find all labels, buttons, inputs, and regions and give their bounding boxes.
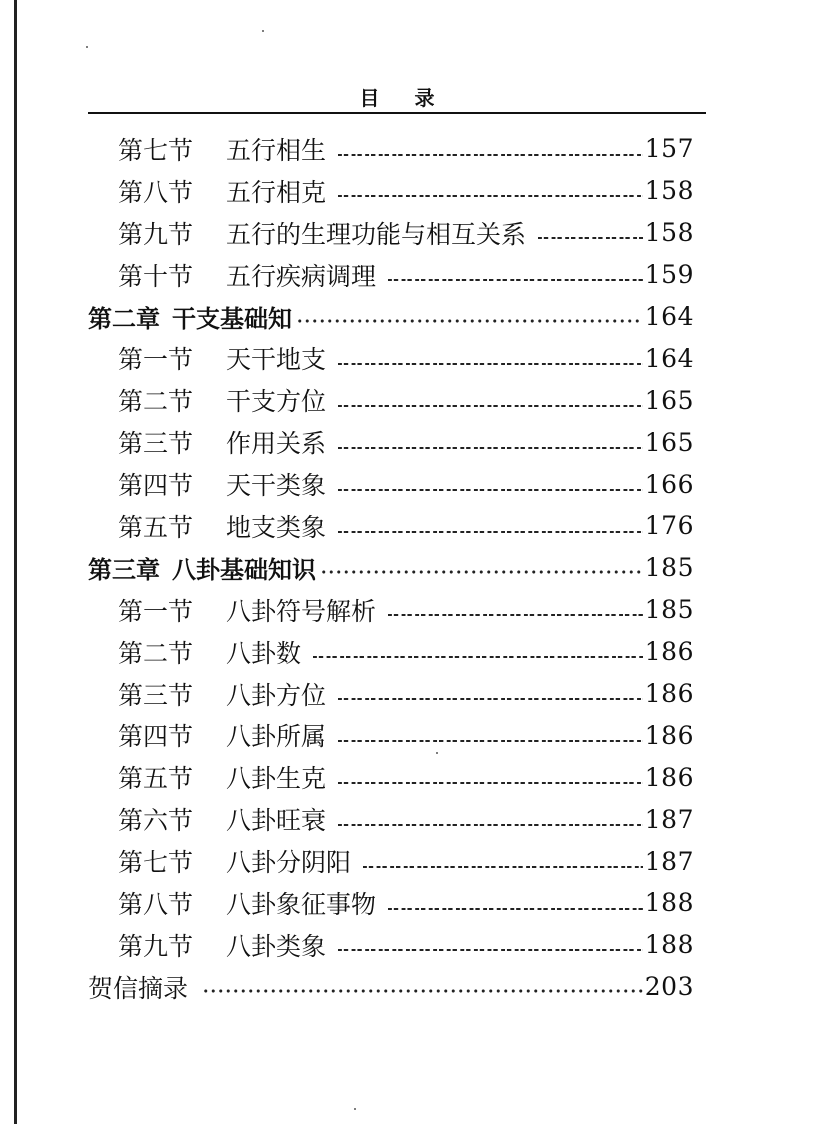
dot-leader (538, 212, 643, 254)
dot-leader (338, 505, 643, 547)
entry-title: 天干地支 (226, 345, 327, 375)
dot-leader (388, 254, 643, 296)
dot-leader (338, 170, 643, 212)
entry-title: 八卦分阴阳 (226, 848, 352, 878)
toc-section-entry (88, 589, 694, 631)
entry-page-number: 186 (644, 637, 694, 667)
toc-section-entry (88, 128, 694, 170)
entry-page-number: 164 (644, 343, 694, 373)
entry-page-number: 188 (644, 888, 694, 918)
toc-section-entry (88, 673, 694, 715)
entry-number: 第九节 (118, 219, 194, 249)
entry-title: 八卦旺衰 (226, 806, 327, 836)
entry-number: 第一节 (118, 345, 194, 375)
dot-leader (388, 882, 643, 924)
page-title: 目 录 (359, 86, 449, 110)
entry-title: 干支基础知 (172, 305, 292, 333)
entry-page-number: 185 (644, 553, 694, 583)
entry-number: 第三节 (118, 429, 194, 459)
entry-title: 五行相克 (226, 177, 327, 207)
entry-title: 八卦所属 (226, 722, 327, 752)
page-header (88, 76, 706, 114)
dot-leader (338, 337, 643, 379)
entry-number: 第二章 (88, 305, 160, 333)
entry-number: 第一节 (118, 596, 194, 626)
entry-number: 第五节 (118, 512, 194, 542)
entry-page-number: 203 (644, 972, 694, 1002)
entry-title: 八卦符号解析 (226, 596, 377, 626)
toc-section-entry (88, 379, 694, 421)
entry-page-number: 158 (644, 176, 694, 206)
dot-leader (338, 924, 643, 966)
entry-title: 五行疾病调理 (226, 261, 377, 291)
entry-title: 地支类象 (226, 512, 327, 542)
entry-page-number: 164 (644, 302, 694, 331)
dot-leader (338, 714, 643, 756)
entry-number: 第三节 (118, 680, 194, 710)
entry-page-number: 158 (644, 218, 694, 248)
scan-speck (86, 46, 88, 48)
entry-title: 八卦数 (226, 638, 302, 668)
entry-title: 八卦方位 (226, 680, 327, 710)
entry-number: 第八节 (118, 177, 194, 207)
entry-page-number: 165 (644, 385, 694, 415)
entry-title: 五行相生 (226, 135, 327, 165)
dot-leader (388, 589, 643, 631)
toc-section-entry (88, 798, 694, 840)
entry-number: 第四节 (118, 471, 194, 501)
toc-section-entry (88, 840, 694, 882)
toc-section-entry (88, 463, 694, 505)
dot-leader (338, 421, 643, 463)
toc-section-entry (88, 337, 694, 379)
toc-section-entry (88, 505, 694, 547)
entry-title: 作用关系 (226, 429, 327, 459)
entry-page-number: 186 (644, 720, 694, 750)
entry-number: 第二节 (118, 387, 194, 417)
toc-section-entry (88, 882, 694, 924)
scan-binding-edge (14, 0, 17, 1124)
entry-title: 干支方位 (226, 387, 327, 417)
entry-page-number: 157 (644, 134, 694, 164)
entry-title: 天干类象 (226, 471, 327, 501)
entry-number: 第九节 (118, 931, 194, 961)
toc-section-entry (88, 254, 694, 296)
dot-leader (338, 128, 643, 170)
entry-number: 第七节 (118, 135, 194, 165)
entry-page-number: 159 (644, 260, 694, 290)
toc-appendix-entry (88, 966, 694, 1008)
entry-page-number: 166 (644, 469, 694, 499)
entry-number: 第四节 (118, 722, 194, 752)
entry-number: 第三章 (88, 556, 160, 585)
entry-title: 贺信摘录 (88, 973, 189, 1003)
entry-number: 第十节 (118, 261, 194, 291)
dot-leader (338, 463, 643, 505)
dot-leader (338, 756, 643, 798)
scan-speck (262, 30, 264, 32)
entry-title: 八卦象征事物 (226, 889, 377, 919)
dot-leader (338, 673, 643, 715)
entry-number: 第七节 (118, 848, 194, 878)
toc-section-entry (88, 631, 694, 673)
entry-page-number: 186 (644, 679, 694, 709)
entry-page-number: 176 (644, 511, 694, 541)
entry-number: 第六节 (118, 806, 194, 836)
entry-page-number: 185 (644, 595, 694, 625)
dot-leader (338, 379, 643, 421)
entry-title: 五行的生理功能与相互关系 (226, 219, 527, 249)
entry-page-number: 187 (644, 846, 694, 876)
toc-section-entry (88, 714, 694, 756)
scan-speck (354, 1108, 356, 1110)
table-of-contents (88, 128, 694, 1008)
entry-title: 八卦生克 (226, 764, 327, 794)
entry-title: 八卦基础知识 (172, 556, 316, 585)
dot-leader (296, 296, 643, 338)
toc-section-entry (88, 212, 694, 254)
entry-page-number: 165 (644, 427, 694, 457)
entry-page-number: 187 (644, 804, 694, 834)
entry-page-number: 188 (644, 930, 694, 960)
toc-chapter-entry (88, 547, 694, 589)
toc-chapter-entry (88, 296, 694, 338)
entry-number: 第八节 (118, 889, 194, 919)
dot-leader (202, 966, 643, 1008)
entry-number: 第五节 (118, 764, 194, 794)
toc-section-entry (88, 421, 694, 463)
dot-leader (338, 798, 643, 840)
entry-number: 第二节 (118, 638, 194, 668)
dot-leader (363, 840, 643, 882)
toc-section-entry (88, 924, 694, 966)
dot-leader (320, 547, 643, 589)
toc-section-entry (88, 756, 694, 798)
toc-section-entry (88, 170, 694, 212)
entry-page-number: 186 (644, 762, 694, 792)
dot-leader (313, 631, 643, 673)
entry-title: 八卦类象 (226, 931, 327, 961)
